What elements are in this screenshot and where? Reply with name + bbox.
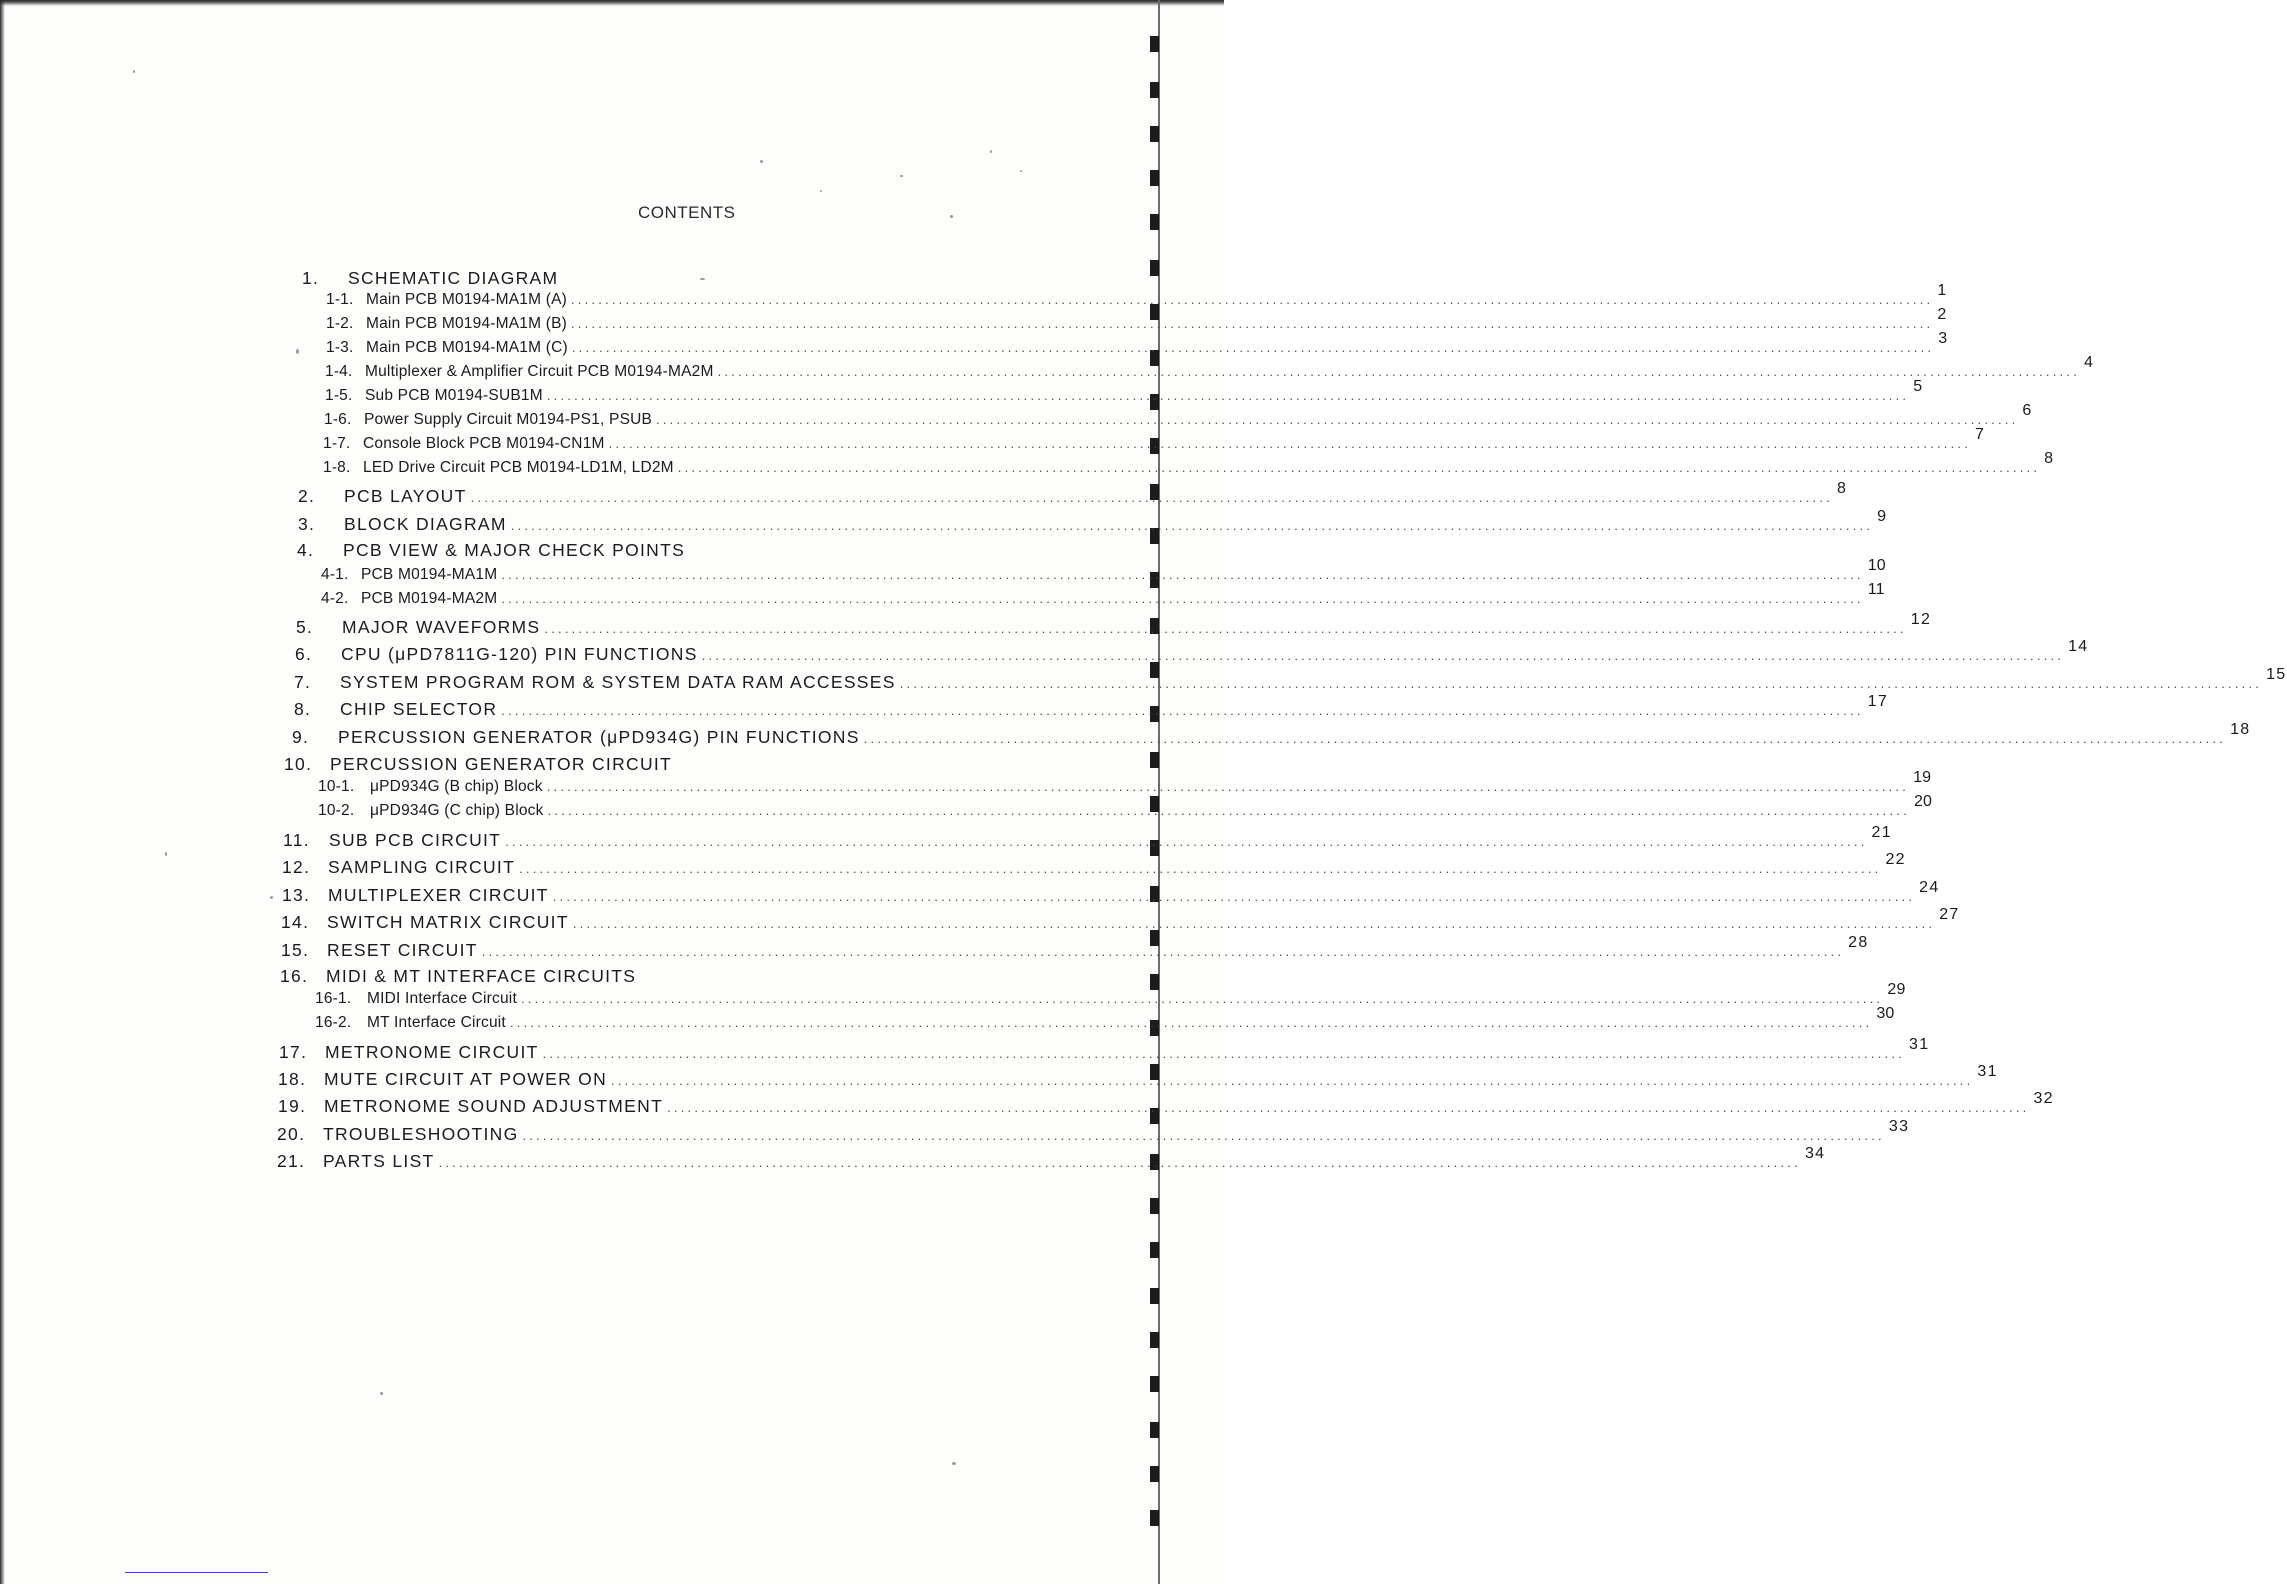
toc-leader-dots: ........................................................................................................................................................................................................ [522,1128,1885,1143]
toc-label: Main PCB M0194-MA1M (B) [366,315,567,332]
toc-section [297,540,1060,562]
toc-number: 1-4. [325,363,353,380]
toc-label: Multiplexer & Amplifier Circuit PCB M0194-MA2M [365,363,714,380]
toc-leader-dots: ........................................................................................................................................................................................................ [899,676,2263,691]
toc-section [281,906,1960,934]
toc-section [295,638,2089,666]
toc-number: 4-1. [321,566,349,583]
scan-speck [950,215,953,218]
toc-page-number: 7 [1975,426,1985,443]
toc-leader-dots: ........................................................................................................................................................................................................ [701,648,2065,663]
toc-subsection [315,1005,1895,1036]
toc-section [284,754,1060,776]
scan-speck [1020,170,1022,172]
toc-page-number: 9 [1877,508,1888,525]
toc-label: MT Interface Circuit [367,1014,506,1031]
toc-label: CPU (μPD7811G-120) PIN FUNCTIONS [341,644,698,664]
toc-label: SAMPLING CIRCUIT [328,857,516,877]
toc-section [298,508,1888,536]
toc-leader-dots: ........................................................................................................................................................................................................ [519,861,1882,876]
toc-leader-dots: ........................................................................................................................................................................................................ [547,803,1910,818]
toc-label: BLOCK DIAGRAM [344,514,507,534]
toc-leader-dots: ........................................................................................................................................................................................................ [546,388,1910,403]
page-left-edge [0,0,5,1584]
toc-page-number: 17 [1867,693,1889,710]
toc-label: LED Drive Circuit PCB M0194-LD1M, LD2M [363,459,674,476]
page-title: CONTENTS [638,203,736,222]
binding-hole [1150,1242,1159,1258]
binding-hole [1150,170,1159,186]
toc-label: PERCUSSION GENERATOR (μPD934G) PIN FUNCTIONS [338,727,860,747]
toc-section [282,851,1906,879]
toc-page-number: 32 [2033,1090,2054,1107]
toc-number: 1. [302,268,320,288]
binding-hole [1150,1198,1159,1214]
toc-page-number: 12 [1910,611,1932,628]
toc-subsection [324,402,2032,433]
toc-section [283,824,1892,852]
toc-page-number: 11 [1867,581,1885,598]
toc-label: TROUBLESHOOTING [323,1124,519,1144]
toc-label: SWITCH MATRIX CIRCUIT [327,912,569,932]
binding-hole [1150,260,1159,276]
scan-speck [990,150,992,153]
toc-leader-dots: ........................................................................................................................................................................................................ [509,1015,1873,1030]
toc-leader-dots: ........................................................................................................................................................................................................ [667,1100,2030,1115]
toc-number: 1-1. [326,291,354,308]
toc-number: 6. [295,644,313,664]
toc-section [296,611,1932,639]
toc-leader-dots: ........................................................................................................................................................................................................ [677,460,2041,475]
toc-section [294,666,2287,694]
binding-hole [1150,1332,1159,1348]
toc-page-number: 27 [1939,906,1960,923]
toc-leader-dots: ........................................................................................................................................................................................................ [863,731,2227,746]
toc-subsection [323,426,1985,457]
toc-leader-dots: ........................................................................................................................................................................................................ [571,340,1935,355]
toc-page-number: 33 [1888,1118,1910,1135]
toc-number: 1-2. [326,315,354,332]
toc-page-number: 10 [1867,557,1886,574]
scan-speck [760,160,763,163]
toc-subsection [323,450,2054,481]
toc-page-number: 29 [1887,981,1906,998]
toc-number: 1-3. [326,339,354,356]
toc-label: METRONOME CIRCUIT [325,1042,539,1062]
toc-label: RESET CIRCUIT [327,940,478,960]
toc-leader-dots: ........................................................................................................................................................................................................ [501,703,1864,718]
scan-speck [133,70,135,73]
toc-number: 19. [278,1096,307,1116]
binding-hole [1150,82,1159,98]
toc-section [277,1118,1910,1146]
toc-section [302,268,1060,290]
toc-leader-dots: ........................................................................................................................................................................................................ [470,490,1833,505]
toc-section [279,1036,1930,1064]
toc-number: 21. [277,1151,306,1171]
toc-number: 5. [296,617,314,637]
toc-leader-dots: ........................................................................................................................................................................................................ [544,621,1907,636]
toc-page-number: 6 [2022,402,2032,419]
toc-number: 1-5. [325,387,353,404]
binding-hole [1150,1288,1159,1304]
toc-leader-dots: ........................................................................................................................................................................................................ [501,591,1864,606]
toc-number: 2. [298,486,316,506]
toc-number: 4. [297,540,315,560]
toc-number: 7. [294,672,312,692]
toc-number: 10. [284,754,313,774]
toc-subsection [325,354,2094,385]
scan-speck [952,1462,956,1465]
toc-page-number: 31 [1977,1063,1998,1080]
toc-leader-dots: ........................................................................................................................................................................................................ [546,779,1910,794]
toc-label: PARTS LIST [323,1151,435,1171]
toc-leader-dots: ........................................................................................................................................................................................................ [481,944,1845,959]
binding-hole [1150,1422,1159,1438]
toc-subsection [315,981,1906,1012]
toc-number: 15. [281,940,310,960]
toc-page-number: 28 [1848,934,1869,951]
toc-label: SYSTEM PROGRAM ROM & SYSTEM DATA RAM ACCESSES [340,672,896,692]
toc-number: 1-7. [323,435,351,452]
toc-leader-dots: ........................................................................................................................................................................................................ [572,916,1936,931]
toc-section [278,1063,1998,1091]
toc-number: 9. [292,727,310,747]
toc-label: Sub PCB M0194-SUB1M [365,387,543,404]
toc-label: PCB M0194-MA2M [361,590,498,607]
toc-number: 20. [277,1124,306,1144]
scan-speck [296,349,299,354]
toc-page-number: 22 [1885,851,1906,868]
toc-page-number: 31 [1909,1036,1930,1053]
toc-section [298,480,1848,508]
toc-page-number: 18 [2230,721,2251,738]
toc-number: 16-2. [315,1014,352,1031]
toc-number: 13. [282,885,311,905]
toc-page-number: 30 [1876,1005,1895,1022]
toc-leader-dots: ........................................................................................................................................................................................................ [570,292,1934,307]
toc-label: Main PCB M0194-MA1M (A) [366,291,567,308]
toc-number: 8. [294,699,312,719]
binding-hole [1150,1510,1159,1526]
toc-section [277,1145,1826,1173]
binding-hole [1150,126,1159,142]
toc-page-number: 14 [2068,638,2089,655]
toc-subsection [326,330,1948,361]
scan-speck [900,175,903,177]
toc-label: PCB LAYOUT [344,486,467,506]
toc-page-number: 8 [2044,450,2054,467]
toc-leader-dots: ........................................................................................................................................................................................................ [542,1046,1905,1061]
toc-number: 1-8. [323,459,351,476]
toc-number: 11. [283,830,310,850]
toc-number: 12. [282,857,311,877]
toc-section [278,1090,2054,1118]
binding-hole [1150,1466,1159,1482]
toc-subsection [318,769,1932,800]
toc-label: MULTIPLEXER CIRCUIT [328,885,549,905]
toc-number: 4-2. [321,590,349,607]
binding-hole [1150,752,1159,768]
page-top-edge [0,0,1224,6]
toc-leader-dots: ........................................................................................................................................................................................................ [570,316,1934,331]
toc-leader-dots: ........................................................................................................................................................................................................ [611,1073,1974,1088]
toc-page-number: 4 [2083,354,2094,371]
toc-leader-dots: ........................................................................................................................................................................................................ [656,412,2019,427]
toc-page-number: 3 [1938,330,1948,347]
toc-leader-dots: ........................................................................................................................................................................................................ [520,991,1884,1006]
toc-leader-dots: ........................................................................................................................................................................................................ [510,518,1874,533]
toc-subsection [321,581,1885,612]
toc-number: 18. [278,1069,307,1089]
toc-page-number: 34 [1804,1145,1826,1162]
toc-label: MIDI Interface Circuit [367,990,517,1007]
toc-label: CHIP SELECTOR [340,699,498,719]
toc-label: Console Block PCB M0194-CN1M [363,435,605,452]
toc-section [294,693,1889,721]
toc-page-number: 15 [2266,666,2287,683]
toc-leader-dots: ........................................................................................................................................................................................................ [501,567,1864,582]
binding-hole [1150,1376,1159,1392]
toc-number: 16-1. [315,990,352,1007]
toc-number: 10-2. [318,802,355,819]
toc-subsection [326,306,1947,337]
toc-number: 16. [280,966,309,986]
toc-leader-dots: ........................................................................................................................................................................................................ [717,364,2080,379]
toc-number: 3. [298,514,316,534]
toc-page-number: 8 [1836,480,1848,497]
toc-leader-dots: ........................................................................................................................................................................................................ [552,889,1916,904]
scan-speck [270,896,273,899]
toc-label: MAJOR WAVEFORMS [342,617,541,637]
binding-hole [1150,36,1159,52]
toc-label: Main PCB M0194-MA1M (C) [366,339,568,356]
toc-subsection [325,378,1923,409]
toc-label: Power Supply Circuit M0194-PS1, PSUB [364,411,653,428]
toc-label: MIDI & MT INTERFACE CIRCUITS [326,966,637,986]
toc-number: 10-1. [318,778,355,795]
toc-section [281,934,1869,962]
toc-page-number: 21 [1871,824,1892,841]
toc-label: μPD934G (B chip) Block [370,778,543,795]
scan-speck [820,190,822,192]
toc-page-number: 19 [1913,769,1932,786]
toc-leader-dots: ........................................................................................................................................................................................................ [505,834,1868,849]
toc-label: SUB PCB CIRCUIT [329,830,502,850]
toc-page-number: 1 [1937,282,1947,299]
scan-speck [165,852,167,856]
toc-section [280,966,1060,988]
binding-hole [1150,214,1159,230]
toc-leader-dots: ........................................................................................................................................................................................................ [438,1155,1801,1170]
toc-section [282,879,1940,907]
toc-label: PCB VIEW & MAJOR CHECK POINTS [343,540,686,560]
toc-number: 17. [279,1042,308,1062]
toc-page-number: 2 [1937,306,1947,323]
toc-label: METRONOME SOUND ADJUSTMENT [324,1096,664,1116]
toc-section [292,721,2251,749]
toc-subsection [318,793,1933,824]
toc-label: MUTE CIRCUIT AT POWER ON [324,1069,608,1089]
toc-page-number: 24 [1919,879,1940,896]
toc-leader-dots: ........................................................................................................................................................................................................ [608,436,1972,451]
scan-speck [380,1392,383,1395]
bottom-rule [125,1572,268,1573]
toc-label: PCB M0194-MA1M [361,566,498,583]
binding-hole [1150,974,1159,990]
toc-number: 14. [281,912,310,932]
toc-number: 1-6. [324,411,352,428]
toc-subsection [326,282,1947,313]
toc-subsection [321,557,1886,588]
toc-page-number: 5 [1913,378,1923,395]
toc-page-number: 20 [1913,793,1933,810]
toc-label: SCHEMATIC DIAGRAM [348,268,559,288]
toc-label: PERCUSSION GENERATOR CIRCUIT [330,754,673,774]
toc-label: μPD934G (C chip) Block [370,802,544,819]
